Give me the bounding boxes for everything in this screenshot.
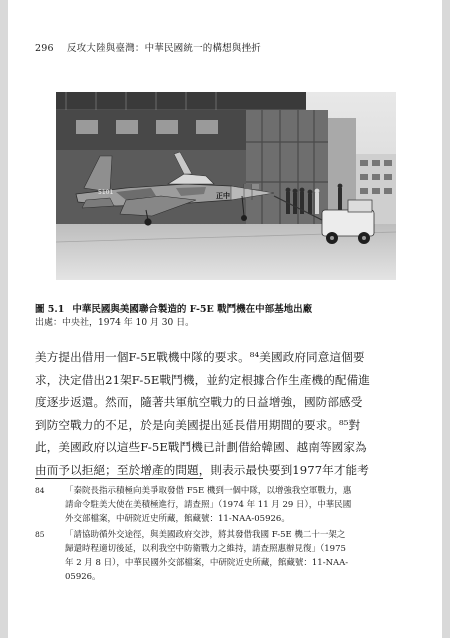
footnote-85 — [35, 528, 427, 584]
body-line: 求，決定借出21架F-5E戰鬥機，並約定根據合作生產機的配備進 — [35, 372, 370, 387]
footnote-number: 85 — [35, 530, 45, 539]
figure-source: 出處：中央社，1974 年 10 月 30 日。 — [35, 318, 195, 328]
figure-photo — [56, 92, 396, 280]
figure-label: 圖 5.1 — [35, 304, 65, 315]
figure-caption — [35, 301, 425, 315]
footnotes — [35, 484, 427, 586]
body-line: 美方提出借用一個F-5E戰機中隊的要求。⁸⁴美國政府同意這個要 — [35, 350, 365, 364]
footnote-line: 05926。 — [65, 572, 101, 582]
page-number: 296 — [35, 43, 54, 54]
body-line: 到防空戰力的不足，於是向美國提出延長借用期間的要求。⁸⁵對 — [35, 417, 361, 432]
footnote-84 — [35, 484, 427, 526]
aircraft-photo — [56, 92, 396, 280]
footnote-line: 外交部檔案，中研院近史所藏，館藏號：11-NAA-05926。 — [65, 514, 290, 524]
footnote-line: 「秦院長指示積極向美爭取發借 F5E 機到一個中隊，以增強我空軍戰力，惠 — [65, 486, 352, 496]
footnote-line: 歸還時程適切後延，以利我空中防衛戰力之維持，請查照惠辦見復」（1975 — [65, 544, 346, 554]
footnote-line: 「請協助循外交途徑，與美國政府交涉，將其發借我國 F-5E 機二十一架之 — [65, 530, 346, 540]
tail-number: 5101 — [98, 189, 114, 196]
running-header — [35, 40, 425, 54]
body-paragraph — [35, 346, 425, 482]
footnote-line: 年 2 月 8 日），中華民國外交部檔案，中研院近史所藏，館藏號：11-NAA- — [65, 558, 349, 568]
running-title: 反攻大陸與臺灣：中華民國統一的構想與挫折 — [66, 43, 261, 54]
footnote-number: 84 — [35, 486, 45, 495]
aircraft-marking: 正中 — [216, 192, 230, 200]
body-line: 此，美國政府以這些F-5E戰鬥機已計劃借給韓國、越南等國家為 — [35, 440, 367, 455]
body-line: 度逐步返還。然而，隨著共軍航空戰力的日益增強，國防部感受 — [35, 395, 363, 410]
body-line: 由而予以拒絕；至於增產的問題，則表示最快要到1977年才能考 — [35, 462, 369, 477]
book-page — [8, 0, 442, 638]
figure-title: 中華民國與美國聯合製造的 F-5E 戰鬥機在中部基地出廠 — [72, 304, 313, 315]
footnote-rule — [35, 478, 203, 479]
footnote-line: 請命令駐美大使在美積極進行，請查照」（1974 年 11 月 29 日），中華民國 — [65, 500, 352, 510]
